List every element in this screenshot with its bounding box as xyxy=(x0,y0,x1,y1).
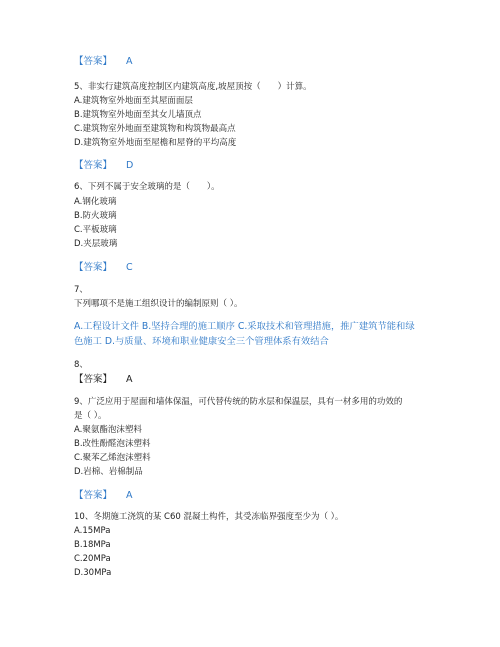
q10-option-c: C.20MPa xyxy=(74,554,111,564)
q6-option-c: C.平板玻璃 xyxy=(74,225,117,235)
answer-label: 【答案】 xyxy=(74,262,113,273)
question-10-stem: 10、冬期施工浇筑的某 C60 混凝土构件，其受冻临界强度至少为（ ）。 xyxy=(74,512,344,522)
q7-options-line-1: A.工程设计文件 B.坚持合理的施工顺序 C.采取技术和管理措施，推广建筑节能和绿 xyxy=(74,321,415,332)
q10-option-d: D.30MPa xyxy=(74,568,112,578)
answer-label: 【答案】 xyxy=(74,490,113,501)
question-9-stem-line-2: 是（ ）。 xyxy=(74,411,107,421)
question-7-number: 7、 xyxy=(74,285,88,295)
q9-option-d: D.岩棉、岩棉制品 xyxy=(74,467,143,477)
answer-label: 【答案】 xyxy=(74,160,113,171)
q6-option-a: A.钢化玻璃 xyxy=(74,197,117,207)
answer-label: 【答案】 xyxy=(74,374,113,385)
q10-option-b: B.18MPa xyxy=(74,540,111,550)
q5-option-b: B.建筑物室外地面至其女儿墙顶点 xyxy=(74,110,202,120)
q7-options-line-2: 色施工 D.与质量、环境和职业健康安全三个管理体系有效结合 xyxy=(74,336,329,347)
q5-option-d: D.建筑物室外地面至屋檐和屋脊的平均高度 xyxy=(74,138,237,148)
q10-option-a: A.15MPa xyxy=(74,526,111,536)
q9-option-b: B.改性酚醛泡沫塑料 xyxy=(74,439,151,449)
q5-option-a: A.建筑物室外地面至其屋面面层 xyxy=(74,96,193,106)
q5-option-c: C.建筑物室外地面至建筑物和构筑物最高点 xyxy=(74,124,236,134)
answer-value: A xyxy=(126,56,133,67)
answer-row-q5 xyxy=(74,160,133,171)
q9-option-c: C.聚苯乙烯泡沫塑料 xyxy=(74,453,151,463)
question-9-stem-line-1: 9、广泛应用于屋面和墙体保温，可代替传统的防水层和保温层，具有一材多用的功效的 xyxy=(74,397,403,407)
q6-option-d: D.夹层玻璃 xyxy=(74,239,118,249)
answer-value: C xyxy=(126,262,133,273)
question-7-stem: 下列哪项不是施工组织设计的编制原则（ ）。 xyxy=(74,299,243,309)
answer-row-q8 xyxy=(74,374,133,385)
answer-value: A xyxy=(126,374,133,385)
answer-value: D xyxy=(126,160,134,171)
answer-row-q6 xyxy=(74,262,133,273)
question-8-number: 8、 xyxy=(74,360,88,370)
q9-option-a: A.聚氨酯泡沫塑料 xyxy=(74,425,142,435)
answer-row-q9 xyxy=(74,490,133,501)
question-6-stem: 6、下列不属于安全玻璃的是（ ）。 xyxy=(74,182,220,192)
answer-value: A xyxy=(126,490,133,501)
question-5-stem: 5、非实行建筑高度控制区内建筑高度,坡屋顶按（ ）计算。 xyxy=(74,82,312,92)
q6-option-b: B.防火玻璃 xyxy=(74,211,117,221)
answer-row-q4 xyxy=(74,56,133,67)
answer-label: 【答案】 xyxy=(74,56,113,67)
